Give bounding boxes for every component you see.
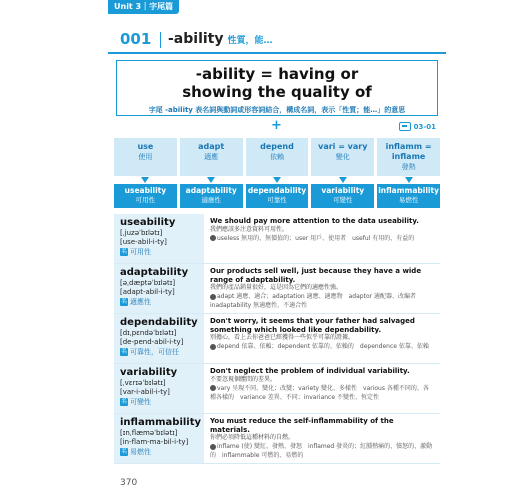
lesson-title — [168, 31, 273, 47]
derived-word — [180, 184, 243, 208]
derived-word — [246, 184, 309, 208]
derived-en: inflammability — [378, 186, 439, 195]
root-zh: 變化 — [335, 153, 350, 161]
entry-example-panel — [204, 414, 440, 463]
entry-meaning-text: 可用性 — [130, 248, 151, 256]
entry-meaning-text: 適應性 — [130, 298, 151, 306]
noun-icon: 名 — [120, 348, 127, 355]
vocab-entry — [114, 264, 440, 314]
audio-icon[interactable] — [399, 122, 411, 131]
root-words — [114, 138, 440, 176]
definition-line-2: showing the quality of — [182, 83, 372, 101]
entry-word: inflammability — [120, 417, 202, 428]
related-words-text: inflame (使) 變紅、發熱、發怒 inflamed 發炎的；紅腫熱痛的、憤怒的、激動的 inflammable 可燃的、易燃的 — [210, 443, 433, 459]
example-sentence: Don't neglect the problem of individual variability. — [210, 367, 410, 375]
derived-zh: 可用性 — [135, 196, 156, 204]
related-words-text: vary 呈現不同、變化；改變；variety 變化、多樣性 various 各種不同的、各種各樣的 variance 差異、不同；invariance 不變性、恆定性 — [210, 384, 429, 401]
vocabulary-entries — [114, 214, 440, 464]
audio-track-number: 03-01 — [413, 122, 436, 131]
entry-meaning — [120, 347, 198, 357]
page-number: 370 — [120, 478, 138, 488]
related-words — [210, 442, 434, 460]
entry-example-panel — [204, 264, 440, 313]
root-zh: 發熱 — [401, 163, 416, 171]
entry-ipa: [əˌdæptəˈbɪlətɪ] — [120, 279, 176, 287]
entry-word-panel — [114, 314, 204, 363]
root-zh: 適應 — [204, 153, 219, 161]
example-translation: 我們應該多注意資料可用性。 — [210, 225, 289, 233]
vocab-entry — [114, 364, 440, 414]
entry-meaning — [120, 247, 198, 257]
lesson-title-row — [108, 28, 446, 54]
related-icon — [210, 294, 216, 300]
entry-syllables: [in-flam-ma-bil-i-ty] — [120, 438, 189, 446]
entry-meaning-text: 可靠性，可信任 — [130, 348, 179, 356]
root-zh: 依賴 — [269, 153, 284, 161]
root-word — [114, 138, 177, 176]
root-word — [377, 138, 440, 176]
entry-word-panel — [114, 214, 204, 263]
entry-word-panel — [114, 364, 204, 413]
noun-icon: 名 — [120, 248, 127, 255]
example-translation: 不要忽視個體間的差異。 — [210, 375, 277, 383]
derived-zh: 易燃性 — [398, 196, 419, 204]
down-arrow-icon — [180, 176, 243, 184]
related-icon — [210, 344, 216, 350]
entry-syllables: [var-i-abil-i-ty] — [120, 388, 170, 396]
related-words — [210, 342, 434, 351]
derived-en: dependability — [247, 186, 307, 195]
entry-ipa: [ˌjuzəˈbɪlətɪ] — [120, 229, 163, 237]
related-words-text: useless 無用的、無價值的；user 用戶、使用者 useful 有用的、有益的 — [217, 234, 415, 242]
entry-word: variability — [120, 367, 178, 378]
noun-icon: 名 — [120, 448, 127, 455]
entry-meaning-text: 易燃性 — [130, 448, 151, 456]
entry-example-panel — [204, 214, 440, 263]
lesson-number: 001 — [120, 30, 152, 48]
related-icon — [210, 444, 216, 450]
down-arrow-icon — [311, 176, 374, 184]
arrow-row — [114, 176, 440, 184]
entry-word: adaptability — [120, 267, 189, 278]
entry-ipa: [ɪnˌflæməˈbɪlətɪ] — [120, 429, 178, 437]
unit-tab: Unit 3｜字尾篇 — [108, 0, 179, 14]
entry-meaning — [120, 397, 198, 407]
root-en: use — [137, 142, 154, 151]
definition-formula — [117, 65, 437, 101]
entry-word: dependability — [120, 317, 198, 328]
derived-zh: 適應性 — [201, 196, 221, 204]
related-words — [210, 292, 434, 310]
title-divider — [160, 32, 161, 48]
root-en: vari = vary — [318, 142, 368, 151]
derived-word — [311, 184, 374, 208]
noun-icon: 名 — [120, 298, 127, 305]
example-sentence: Our products sell well, just because they have a wide range of adaptability. — [210, 267, 422, 284]
example-sentence: We should pay more attention to the data useability. — [210, 217, 419, 225]
related-icon — [210, 235, 216, 241]
example-sentence: Don't worry, it seems that your father had salvaged something which looked like dependability. — [210, 317, 415, 334]
derived-word — [377, 184, 440, 208]
example-translation: 你們必須降低這種材料的自燃。 — [210, 434, 295, 441]
entry-word-panel — [114, 414, 204, 463]
related-words-text: depend 依靠、依賴；dependent 依靠的、依賴的 dependence 依靠、依賴 — [217, 343, 429, 350]
entry-example-panel — [204, 364, 440, 413]
root-word — [180, 138, 243, 176]
derived-zh: 可靠性 — [267, 196, 287, 204]
root-word — [246, 138, 309, 176]
derived-words — [114, 184, 440, 208]
entry-ipa: [dɪˌpɛndəˈbɪlətɪ] — [120, 329, 177, 337]
definition-line-1: -ability = having or — [195, 65, 359, 83]
example-sentence: You must reduce the self-inflammability of the materials. — [210, 417, 394, 434]
root-en: adapt — [198, 142, 225, 151]
related-words — [210, 234, 434, 243]
noun-icon: 名 — [120, 398, 127, 405]
example-translation: 我們的產品銷量很好，這是因為它們的適應性強。 — [210, 284, 343, 291]
vocab-entry — [114, 214, 440, 264]
audio-track[interactable] — [399, 122, 436, 131]
root-en: depend — [260, 142, 294, 151]
vocab-entry — [114, 314, 440, 364]
entry-ipa: [ˌvɛrɪəˈbɪlətɪ] — [120, 379, 166, 387]
derived-zh: 可變性 — [333, 196, 353, 204]
related-icon — [210, 385, 216, 391]
derived-en: useability — [124, 186, 167, 195]
related-words — [210, 384, 434, 402]
entry-syllables: [adapt-abil-i-ty] — [120, 288, 175, 296]
textbook-page — [108, 0, 446, 500]
root-word — [311, 138, 374, 176]
derived-word — [114, 184, 177, 208]
derived-en: adaptability — [185, 186, 237, 195]
down-arrow-icon — [377, 176, 440, 184]
root-en: inflamm = inflame — [385, 142, 432, 161]
root-zh: 使用 — [138, 153, 153, 161]
entry-syllables: [de-pend-abil-i-ty] — [120, 338, 184, 346]
entry-meaning — [120, 447, 198, 457]
entry-meaning — [120, 297, 198, 307]
related-words-text: adapt 適應、適合；adaptation 適應、適應物 adaptor 適配器、改編者 inadaptability 無適應性、不適合性 — [210, 293, 423, 309]
definition-box — [116, 60, 438, 116]
entry-word: useability — [120, 217, 176, 228]
down-arrow-icon — [246, 176, 309, 184]
entry-syllables: [use-abil-i-ty] — [120, 238, 167, 246]
plus-icon: + — [271, 118, 282, 133]
suffix-title: -ability — [168, 31, 224, 47]
entry-meaning-text: 可變性 — [130, 398, 151, 406]
down-arrow-icon — [114, 176, 177, 184]
definition-note: 字尾 -ability 表名詞與動詞或形容詞結合，構成名詞，表示「性質；能…」的意思 — [148, 106, 406, 114]
suffix-meaning: 性質，能… — [227, 36, 273, 46]
entry-example-panel — [204, 314, 440, 363]
example-translation: 別擔心，看上去你爸爸已經獲得一些似乎可靠的證據。 — [210, 334, 355, 341]
entry-word-panel — [114, 264, 204, 313]
vocab-entry — [114, 414, 440, 464]
derived-en: variability — [321, 186, 365, 195]
